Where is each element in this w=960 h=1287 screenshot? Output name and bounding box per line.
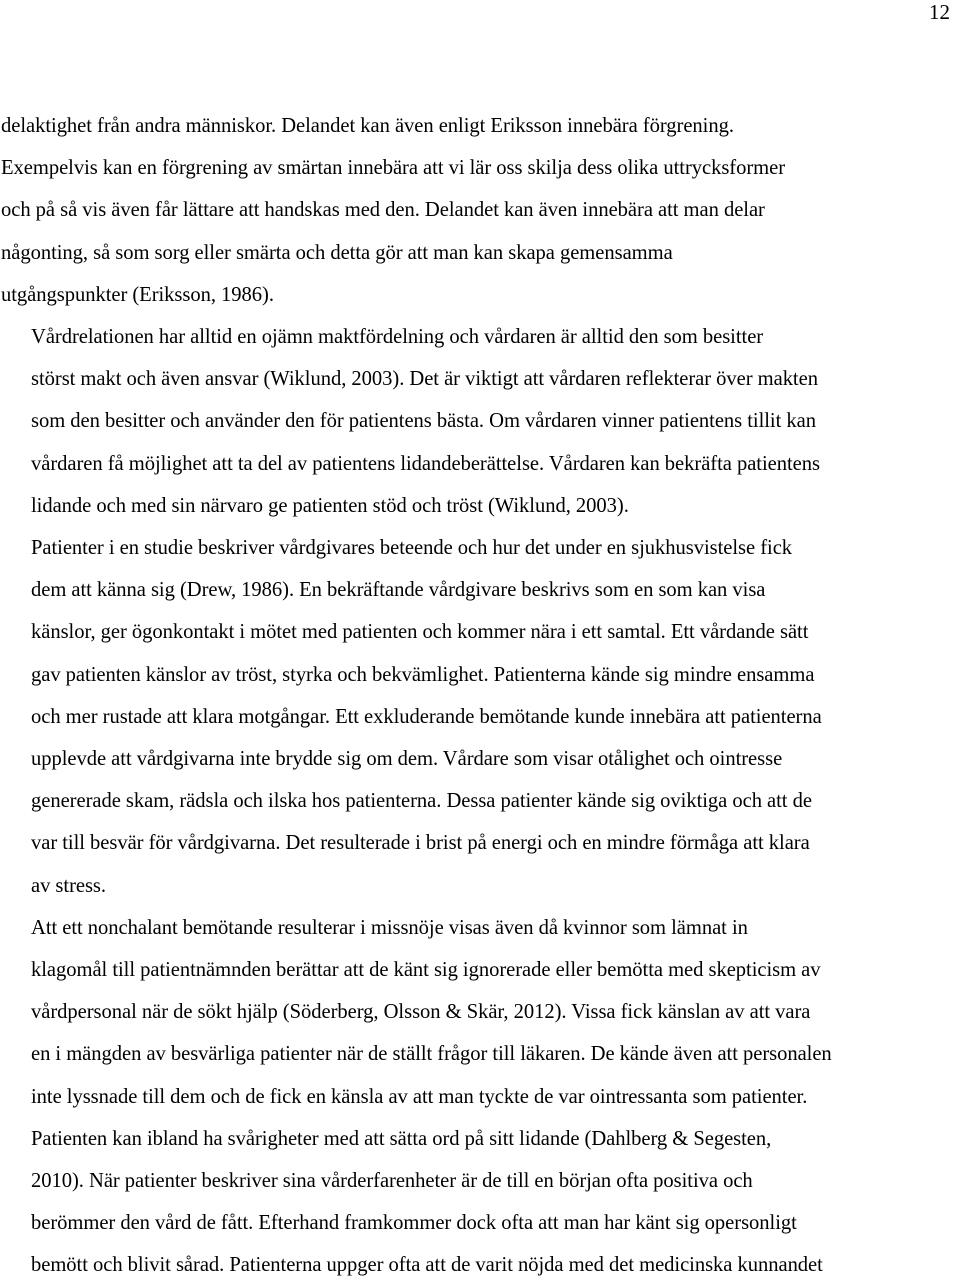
text-line: vårdaren få möjlighet att ta del av patientens lidandeberättelse. Vårdaren kan bekräfta patientens [31,452,820,475]
text-line: utgångspunkter (Eriksson, 1986). [1,283,274,306]
text-line: berömmer den vård de fått. Efterhand framkommer dock ofta att man har känt sig opersonligt [31,1212,797,1235]
text-line: av stress. [31,874,106,897]
text-line: inte lyssnade till dem och de fick en känsla av att man tyckte de var ointressanta som patienter. [31,1085,808,1108]
text-line: vårdpersonal när de sökt hjälp (Söderberg, Olsson & Skär, 2012). Vissa fick känslan av att vara [31,1001,811,1024]
text-line: störst makt och även ansvar (Wiklund, 2003). Det är viktigt att vårdaren reflekterar över makten [31,368,818,391]
text-line: gav patienten känslor av tröst, styrka och bekvämlighet. Patienterna kände sig mindre ensamma [31,663,815,686]
text-line: Patienter i en studie beskriver vårdgivares beteende och hur det under en sjukhusvistelse fick [31,537,793,560]
text-line: och på så vis även får lättare att handskas med den. Delandet kan även innebära att man delar [1,199,765,222]
text-line: någonting, så som sorg eller smärta och detta gör att man kan skapa gemensamma [1,241,673,264]
document-body [1,105,959,1287]
text-line: en i mängden av besvärliga patienter när de ställt frågor till läkaren. De kände även att personalen [31,1043,832,1066]
page-number: 12 [929,0,950,24]
text-line: och mer rustade att klara motgångar. Ett exkluderande bemötande kunde innebära att patienterna [31,705,822,728]
text-line: 2010). När patienter beskriver sina vårderfarenheter är de till en början ofta positiva och [31,1170,753,1193]
text-line: Att ett nonchalant bemötande resulterar i missnöje visas även då kvinnor som lämnat in [31,916,748,939]
text-line: bemött och blivit sårad. Patienterna uppger ofta att de varit nöjda med det medicinska kunnandet [31,1254,823,1277]
text-line: Vårdrelationen har alltid en ojämn maktfördelning och vårdaren är alltid den som besitter [31,326,764,349]
text-line: som den besitter och använder den för patientens bästa. Om vårdaren vinner patientens tillit kan [31,410,816,433]
text-line: upplevde att vårdgivarna inte brydde sig om dem. Vårdare som visar otålighet och ointresse [31,748,783,771]
text-line: delaktighet från andra människor. Delandet kan även enligt Eriksson innebära förgrening. [1,115,734,137]
paragraph [1,105,959,316]
paragraph [1,907,959,1118]
text-line: var till besvär för vårdgivarna. Det resulterade i brist på energi och en mindre förmåga att klara [31,832,810,855]
text-line: känslor, ger ögonkontakt i mötet med patienten och kommer nära i ett samtal. Ett vårdande sätt [31,621,809,644]
paragraph [1,316,959,527]
text-line: Patienten kan ibland ha svårigheter med att sätta ord på sitt lidande (Dahlberg & Segesten, [31,1127,772,1150]
paragraph [1,527,959,907]
text-line: lidande och med sin närvaro ge patienten stöd och tröst (Wiklund, 2003). [31,494,629,517]
text-line: genererade skam, rädsla och ilska hos patienterna. Dessa patienter kände sig oviktiga och att de [31,790,812,813]
text-line: Exempelvis kan en förgrening av smärtan innebära att vi lär oss skilja dess olika uttrycksformer [1,157,786,180]
text-line: klagomål till patientnämnden berättar att de känt sig ignorerade eller bemötta med skepticism av [31,959,821,982]
paragraph [1,1118,959,1287]
text-line: dem att känna sig (Drew, 1986). En bekräftande vårdgivare beskrivs som en som kan visa [31,579,766,602]
